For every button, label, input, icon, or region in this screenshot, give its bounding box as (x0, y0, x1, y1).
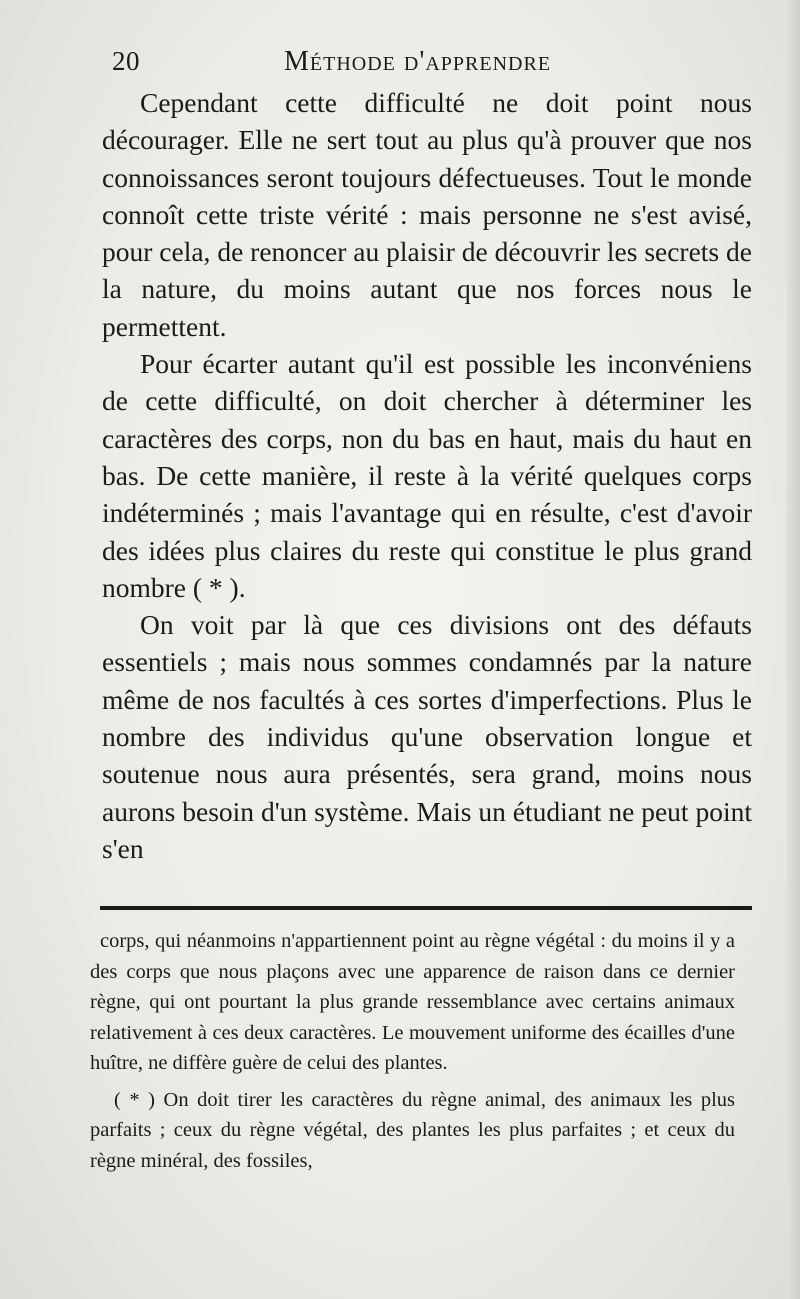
footnote-continued: corps, qui néanmoins n'appartiennent point au règne végétal : du moins il y a des corps que nous plaçons avec une apparence de raison dans ce dernier règne, qui ont pourtant la plus grande ressemblance avec certains animaux relativement à ces deux caractères. Le mouvement uniforme des écailles d'une huître, ne diffère guère de celui des plantes. (90, 930, 735, 1074)
footnote-rule (100, 906, 752, 910)
paragraph-2: Pour écarter autant qu'il est possible les inconvéniens de cette difficulté, on doit chercher à déterminer les caractères des corps, non du bas en haut, mais du haut en bas. De cette manière, il reste à la vérité quelques corps indéterminés ; mais l'avantage qui en résulte, c'est d'avoir des idées plus claires du reste qui constitue le plus grand nombre ( * ). (102, 348, 752, 603)
paragraph-3: On voit par là que ces divisions ont des défauts essentiels ; mais nous sommes condamnés par la nature même de nos facultés à ces sortes d'imperfections. Plus le nombre des individus qu'une observation longue et soutenue nous aura présentés, sera grand, moins nous aurons besoin d'un système. Mais un étudiant ne peut point s'en (102, 609, 752, 864)
footnote-asterisk: ( * ) On doit tirer les caractères du règne animal, des animaux les plus parfaits ; ceux du règne végétal, des plantes les plus parfaites ; et ceux du règne minéral, des fossiles, (90, 1088, 735, 1172)
page-number: 20 (112, 46, 140, 76)
paragraph-1: Cependant cette difficulté ne doit point nous décourager. Elle ne sert tout au plus qu'à prouver que nos connoissances seront toujours défectueuses. Tout le monde connoît cette triste vérité : mais personne ne s'est avisé, pour cela, de renoncer au plaisir de découvrir les secrets de la nature, du moins autant que nos forces nous le permettent. (102, 87, 752, 342)
running-head-title: Méthode d'apprendre (284, 46, 552, 77)
footnotes (90, 926, 735, 1176)
page-gutter-edge (786, 0, 800, 1299)
running-head (112, 44, 732, 80)
main-text (102, 84, 752, 867)
